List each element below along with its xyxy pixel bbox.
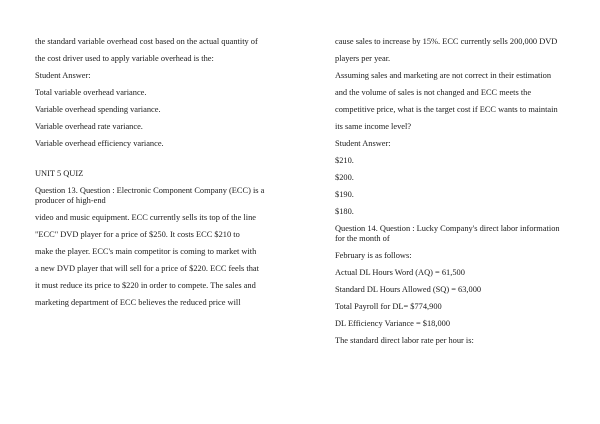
question-13-line: Question 13. Question : Electronic Component Company (ECC) is a producer of high-end xyxy=(35,186,265,206)
text-line: the cost driver used to apply variable overhead is the: xyxy=(35,54,214,63)
question-13-line: "ECC" DVD player for a price of $250. It costs ECC $210 to xyxy=(35,230,240,240)
question-13-line: video and music equipment. ECC currently sells its top of the line xyxy=(35,213,256,223)
question-13-line: Assuming sales and marketing are not correct in their estimation xyxy=(335,71,552,80)
question-14-line: February is as follows: xyxy=(335,251,412,261)
answer-option: Total variable overhead variance. xyxy=(35,88,147,97)
question-13-line: cause sales to increase by 15%. ECC currently sells 200,000 DVD xyxy=(335,37,558,46)
student-answer-label: Student Answer: xyxy=(35,71,91,80)
question-14-line: DL Efficiency Variance = $18,000 xyxy=(335,319,451,329)
question-13-line: marketing department of ECC believes the reduced price will xyxy=(35,298,241,308)
text-line: the standard variable overhead cost based on the actual quantity of xyxy=(35,37,258,46)
answer-option: $200. xyxy=(335,173,354,182)
left-column xyxy=(35,37,275,315)
spacer xyxy=(35,156,275,169)
question-14-line: Question 14. Question : Lucky Company's direct labor information for the month of xyxy=(335,224,560,244)
answer-option: $190. xyxy=(335,190,354,199)
answer-option: Variable overhead spending variance. xyxy=(35,105,161,114)
student-answer-label: Student Answer: xyxy=(335,139,391,148)
section-heading: UNIT 5 QUIZ xyxy=(35,169,84,178)
question-14-line: The standard direct labor rate per hour is: xyxy=(335,336,474,346)
question-13-line: make the player. ECC's main competitor is coming to market with xyxy=(35,247,257,257)
question-13-line: its same income level? xyxy=(335,122,412,131)
answer-option: Variable overhead rate variance. xyxy=(35,122,143,131)
question-14-line: Standard DL Hours Allowed (SQ) = 63,000 xyxy=(335,285,482,295)
answer-option: $210. xyxy=(335,156,354,165)
question-13-line: a new DVD player that will sell for a price of $220. ECC feels that xyxy=(35,264,259,274)
question-14-line: Total Payroll for DL= $774,900 xyxy=(335,302,442,312)
question-13-line: and the volume of sales is not changed and ECC meets the xyxy=(335,88,532,97)
question-14-line: Actual DL Hours Word (AQ) = 61,500 xyxy=(335,268,465,278)
answer-option: $180. xyxy=(335,207,354,216)
question-13-line: it must reduce its price to $220 in order to compete. The sales and xyxy=(35,281,256,291)
answer-option: Variable overhead efficiency variance. xyxy=(35,139,164,148)
question-13-line: competitive price, what is the target cost if ECC wants to maintain xyxy=(335,105,558,114)
right-column xyxy=(335,37,567,353)
question-13-line: players per year. xyxy=(335,54,391,63)
